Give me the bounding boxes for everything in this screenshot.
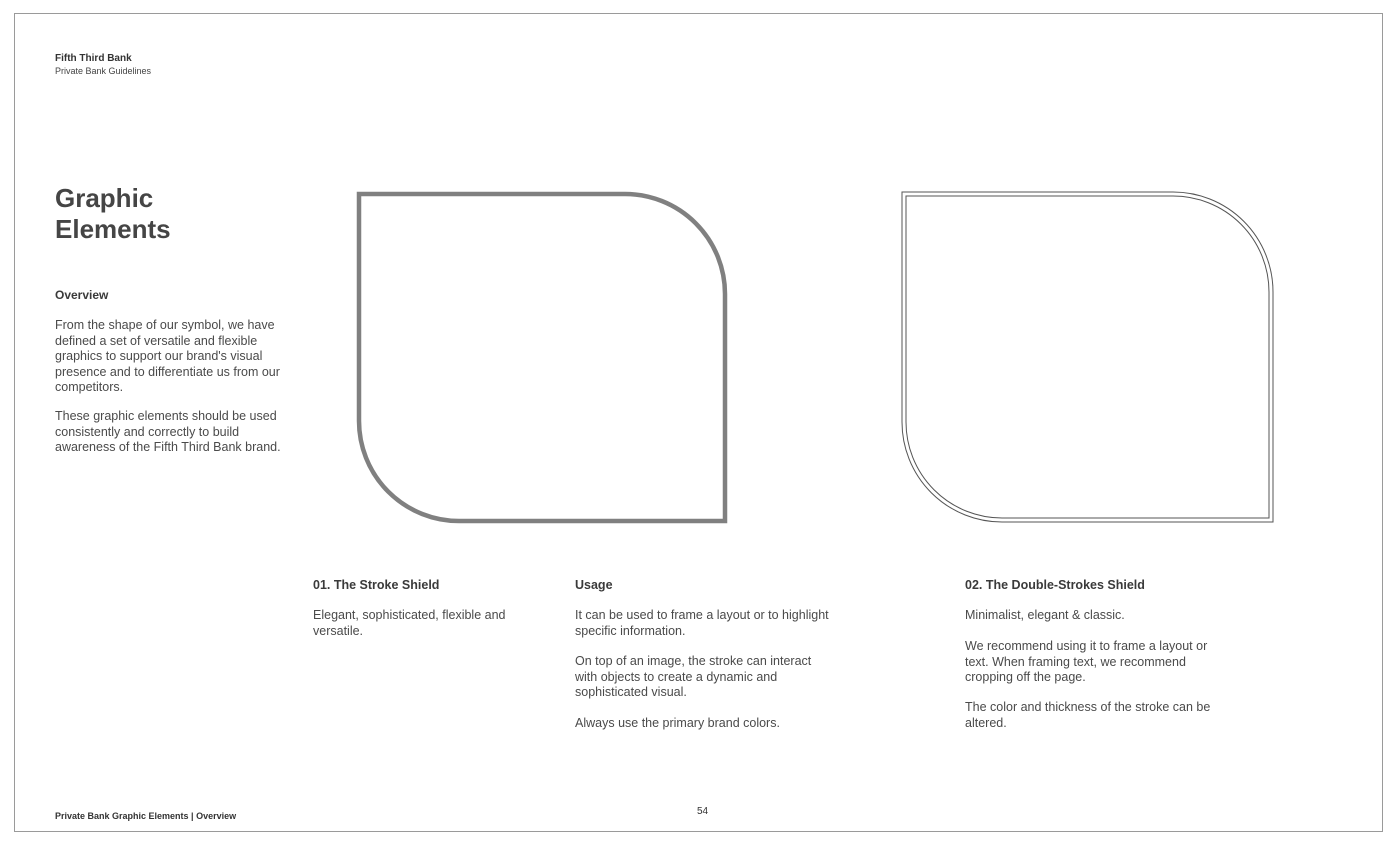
double-shield-heading: 02. The Double-Strokes Shield xyxy=(965,578,1145,592)
double-shield-paragraph: Minimalist, elegant & classic. xyxy=(965,608,1125,622)
stroke-shield-description: Elegant, sophisticated, flexible and versatile. xyxy=(313,608,506,638)
usage-paragraph: On top of an image, the stroke can interact with objects to create a dynamic and sophisticated visual. xyxy=(575,654,812,699)
usage-paragraph: Always use the primary brand colors. xyxy=(575,716,780,730)
header-brand: Fifth Third Bank xyxy=(55,53,132,64)
usage-paragraph: It can be used to frame a layout or to highlight specific information. xyxy=(575,608,829,638)
footer-label: Private Bank Graphic Elements | Overview xyxy=(55,811,237,821)
usage-heading: Usage xyxy=(575,578,613,592)
double-strokes-shield-graphic xyxy=(898,188,1278,528)
page-title: Graphic Elements xyxy=(55,183,171,244)
stroke-shield-graphic xyxy=(354,189,732,529)
header-subtitle: Private Bank Guidelines xyxy=(55,66,152,76)
double-shield-paragraph: The color and thickness of the stroke can be altered. xyxy=(965,700,1211,730)
stroke-shield-heading: 01. The Stroke Shield xyxy=(313,578,440,592)
overview-heading: Overview xyxy=(55,288,109,302)
overview-paragraph: These graphic elements should be used consistently and correctly to build awareness of the Fifth Third Bank brand. xyxy=(55,409,281,454)
double-shield-paragraph: We recommend using it to frame a layout or text. When framing text, we recommend cropping off the page. xyxy=(965,639,1208,684)
overview-paragraph: From the shape of our symbol, we have defined a set of versatile and flexible graphics to support our brand's visual presence and to differentiate us from our competitors. xyxy=(55,318,280,394)
page-number: 54 xyxy=(697,806,709,817)
